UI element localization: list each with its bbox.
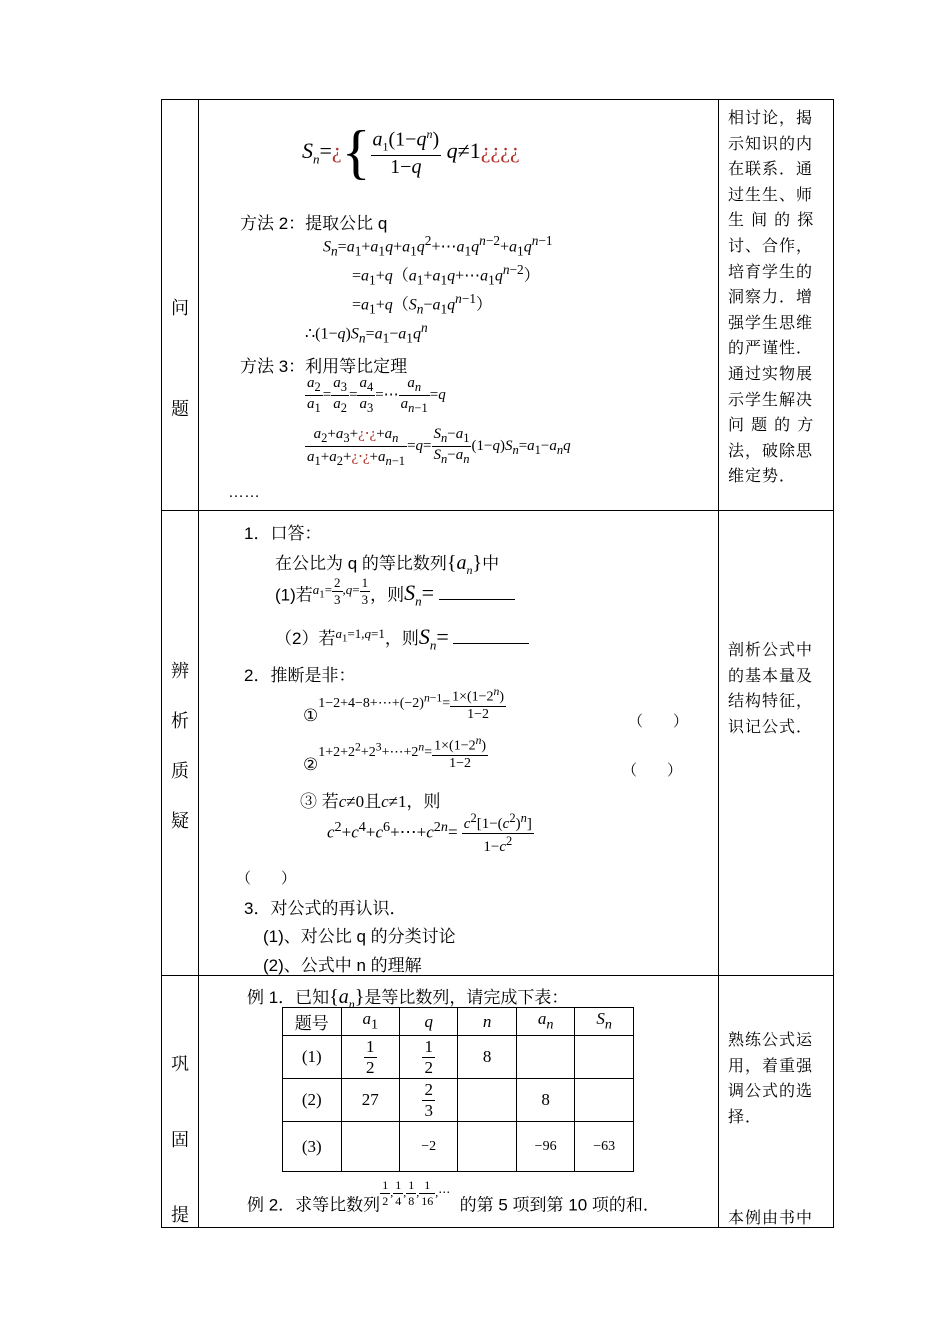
section-label-consolidate-1: 巩 (171, 1054, 189, 1075)
table-row (283, 1036, 634, 1079)
cell-a1: $\frac{1}{2}$ (341, 1036, 399, 1079)
cell-sn-empty[interactable] (575, 1079, 634, 1122)
section-label-consolidate-2: 固 (171, 1130, 189, 1151)
example1-table (282, 1007, 634, 1172)
header-cell-n: n (458, 1008, 516, 1036)
method3-sum-ratio: $\frac{a_2+a_3+¿\cdot¿+a_n}{a_1+a_2+¿\cdot¿+a_{n-1}}$ =q= $\frac{S_n-a_1}{S_n-a_n}$ $(1-q)S_n=a_1-a_nq$ (307, 426, 571, 468)
cell-q: −2 (400, 1122, 458, 1172)
answer-blank-2[interactable] (453, 643, 529, 644)
label-column-divider (198, 99, 199, 1228)
cell-an: 8 (516, 1079, 575, 1122)
cell-sn-empty[interactable] (575, 1036, 634, 1079)
header-cell-a1: $a_1$ (341, 1008, 399, 1036)
q1-title: 1．口答： (244, 524, 322, 543)
note-column-divider (718, 99, 719, 1228)
side-note-3: 熟练公式运 用，着重强 调公式的选 择． (728, 1030, 814, 1126)
table-row (283, 1122, 634, 1172)
cell-n: 8 (458, 1036, 516, 1079)
example1-prompt: 例 1．已知$\{a_n\}$是等比数列，请完成下表： (247, 986, 569, 1011)
q1-intro: 在公比为 q 的等比数列$\{a_n\}$中 (275, 552, 500, 577)
header-cell-sn: $S_n$ (575, 1008, 634, 1036)
q2-item1: $①1-2+4-8+\cdots+(-2)^{n-1}=$ $\frac{1\times(1-2^n)}{1-2}$ (303, 685, 505, 726)
cell-n-empty[interactable] (458, 1079, 516, 1122)
q1-part2: （2）若$^{a_1=1,q=1}$，则$S_n=$ (275, 624, 529, 653)
outer-right-border (833, 99, 834, 1228)
cell-n-empty[interactable] (458, 1122, 516, 1172)
cell-a1: 27 (341, 1079, 399, 1122)
header-cell-an: $a_n$ (516, 1008, 575, 1036)
q2-paren-3[interactable]: （ ） (236, 870, 297, 887)
section-label-discern-4: 疑 (171, 811, 189, 832)
section-label-discern-2: 析 (171, 711, 189, 732)
section-label-discern-1: 辨 (171, 661, 189, 682)
q2-item3-formula: $c^2+c^4+c^6+\cdots+c^{2n}=$ $\frac{c^2[1-(c^2)^n]}{1-c^2}$ (327, 811, 532, 855)
row-label: (1) (283, 1036, 342, 1079)
q2-paren-1[interactable]: （ ） (628, 713, 689, 730)
side-note-4: 本例由书中 (728, 1208, 814, 1227)
row-label: (2) (283, 1079, 342, 1122)
row-divider-2 (161, 975, 833, 976)
q2-item3: ③ 若c≠0且c≠1，则 (300, 792, 441, 811)
q2-item2: $②1+2+2^2+2^3+\cdots+2^n=$ $\frac{1\times(1-2^n)}{1-2}$ (303, 734, 487, 775)
q3-sub2: (2)、公式中 n 的理解 (263, 956, 422, 975)
section-label-consolidate-3: 提 (171, 1205, 189, 1226)
outer-left-border (161, 99, 162, 1228)
q1-part1: (1)若$^{a_1= \frac{2}{3} ,q= \frac{1}{3}}$ ，则$S_n=$ (275, 575, 515, 610)
cell-q: $\frac{2}{3}$ (400, 1079, 458, 1122)
answer-blank-1[interactable] (439, 599, 515, 600)
method2-line4: $\therefore(1-q)S_n=a_1-a_1q^n$ (305, 320, 428, 346)
method2-line1: $S_n=a_1+a_1q+a_1q^2+\cdots a_1q^{n-2}+a_1q^{n-1}$ (323, 233, 553, 259)
side-note-1: 相讨论，揭 示知识的内 在联系．通 过生生、师 生 间 的 探 讨、合作， 培育学生的 洞察力．增 强学生思维 的严谨性． 通过实物展 示学生解决 问 题 的 方 法，破除思 维定势． (728, 108, 815, 486)
q2-paren-2[interactable]: （ ） (622, 762, 683, 779)
header-cell-number: 题号 (283, 1008, 342, 1036)
q3-title: 3．对公式的再认识． (244, 899, 407, 918)
section-label-problem-1: 问 (171, 298, 189, 319)
method2-line3: $=a_1+q(S_n-a_1q^{n-1})$ (352, 291, 492, 317)
method2-line2: $=a_1+q(a_1+a_1q+\cdots a_1q^{n-2})$ (352, 262, 540, 288)
sum-formula-piecewise: $S_n=¿${ $\frac{a_1(1-q^n)}{1-q}$ q≠1¿¿¿¿ (302, 119, 520, 185)
method3-title: 方法 3：利用等比定理 (240, 357, 408, 376)
cell-q: $\frac{1}{2}$ (400, 1036, 458, 1079)
cell-an-empty[interactable] (516, 1036, 575, 1079)
ellipsis: …… (228, 484, 260, 501)
section-label-problem-2: 题 (171, 399, 189, 420)
cell-a1-empty[interactable] (341, 1122, 399, 1172)
side-note-2: 剖析公式中 的基本量及 结构特征， 识记公式． (728, 640, 814, 736)
q2-title: 2．推断是非： (244, 666, 356, 685)
method2-title: 方法 2：提取公比 q (240, 214, 388, 233)
example2-prompt: 例 2．求等比数列 $\frac{1}{2}$ , $\frac{1}{4}$ , $\frac{1}{8}$ , $\frac{1}{16}$ ,⋯ 的第 5 项到第 10 项的和． (247, 1178, 660, 1215)
outer-top-border (161, 99, 833, 100)
cell-an: −96 (516, 1122, 575, 1172)
q3-sub1: (1)、对公比 q 的分类讨论 (263, 927, 456, 946)
header-cell-q: q (400, 1008, 458, 1036)
cell-sn: −63 (575, 1122, 634, 1172)
method3-ratio-chain: $\frac{a_2}{a_1}$ = $\frac{a_3}{a_2}$ = $\frac{a_4}{a_3}$ =⋯ $\frac{a_n}{a_{n-1}}$ =q (307, 375, 446, 415)
table-row (283, 1079, 634, 1122)
row-label: (3) (283, 1122, 342, 1172)
section-label-discern-3: 质 (171, 761, 189, 782)
row-divider-1 (161, 510, 833, 511)
